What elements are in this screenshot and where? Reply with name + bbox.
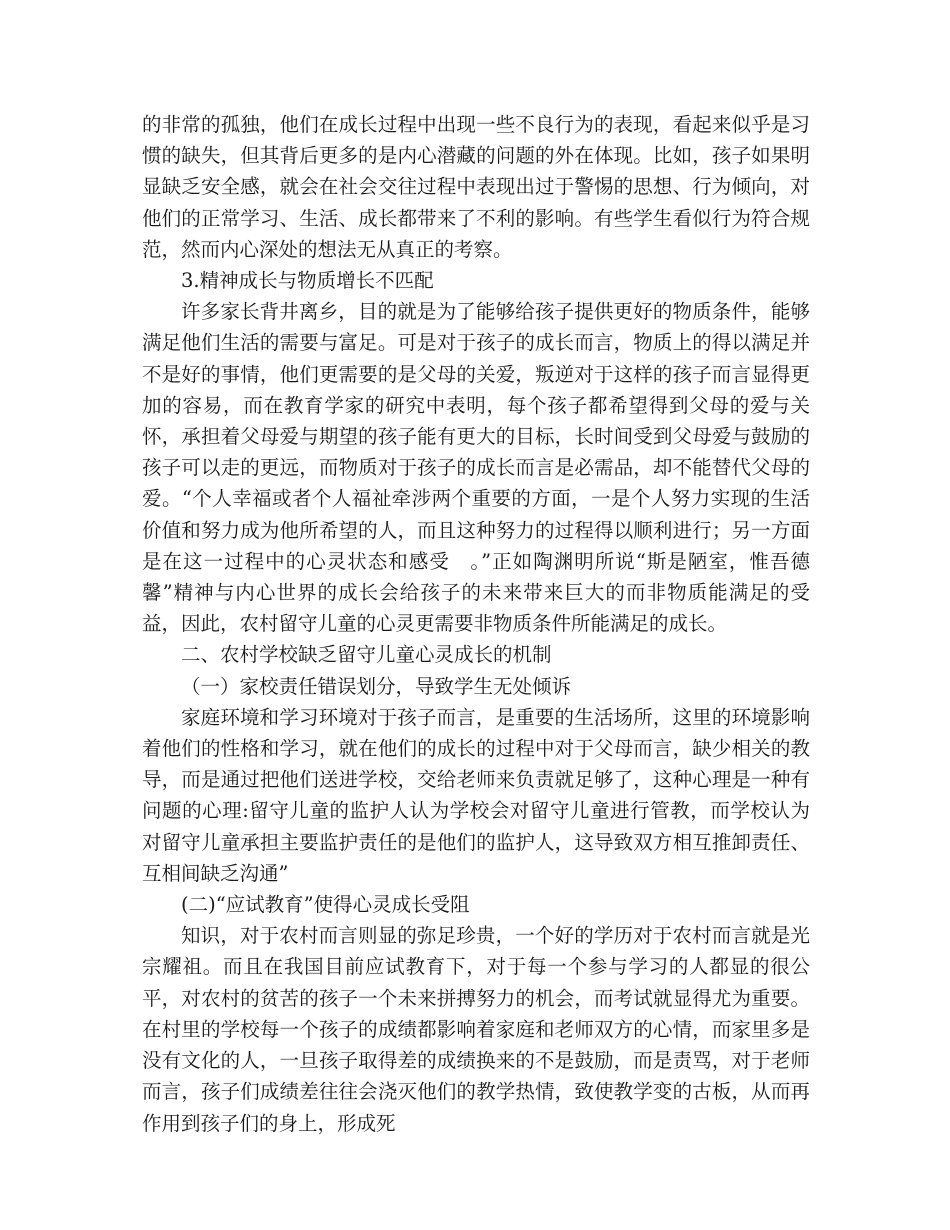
paragraph-continuation: 的非常的孤独，他们在成长过程中出现一些不良行为的表现，看起来似乎是习惯的缺失，但其背后更多的是内心潜藏的问题的外在体现。比如，孩子如果明显缺乏安全感，就会在社会交往过程中表现出过于警惕的思想、行为倾向，对他们的正常学习、生活、成长都带来了不利的影响。有些学生看似行为符合规范，然而内心深处的想法无从真正的考察。 <box>142 113 810 261</box>
paragraph-material-growth: 许多家长背井离乡，目的就是为了能够给孩子提供更好的物质条件，能够满足他们生活的需要与富足。可是对于孩子的成长而言，物质上的得以满足并不是好的事情，他们更需要的是父母的关爱，叛逆对于这样的孩子而言显得更加的容易，而在教育学家的研究中表明，每个孩子都希望得到父母的爱与关怀，承担着父母爱与期望的孩子能有更大的目标，长时间受到父母爱与鼓励的孩子可以走的更远，而物质对于孩子的成长而言是必需品，却不能替代父母的爱。“个人幸福或者个人福祉牵涉两个重要的方面，一是个人努力实现的生活价值和努力成为他所希望的人，而且这种努力的过程得以顺利进行；另一方面是在这一过程中的心灵状态和感受 。”正如陶渊明所说“斯是陋室，惟吾德馨”精神与内心世界的成长会给孩子的未来带来巨大的而非物质能满足的受益，因此，农村留守儿童的心灵更需要非物质条件所能满足的成长。 <box>142 300 810 636</box>
paragraph-family-school: 家庭环境和学习环境对于孩子而言，是重要的生活场所，这里的环境影响着他们的性格和学习，就在他们的成长的过程中对于父母而言，缺少相关的教导，而是通过把他们送进学校，交给老师来负责就足够了，这种心理是一种有问题的心理:留守儿童的监护人认为学校会对留守儿童进行管教，而学校认为对留守儿童承担主要监护责任的是他们的监护人，这导致双方相互推卸责任、互相间缺乏沟通” <box>142 705 810 885</box>
subsection-heading-2: (二)“应试教育”使得心灵成长受阻 <box>181 893 470 917</box>
section-heading-3: 3.精神成长与物质增长不匹配 <box>181 269 434 293</box>
paragraph-exam-education: 知识，对于农村而言则显的弥足珍贵，一个好的学历对于农村而言就是光宗耀祖。而且在我国目前应试教育下，对于每一个参与学习的人都显的很公平，对农村的贫苦的孩子一个未来拼搏努力的机会，而考试就显得尤为重要。在村里的学校每一个孩子的成绩都影响着家庭和老师双方的心情，而家里多是没有文化的人，一旦孩子取得差的成绩换来的不是鼓励，而是责骂，对于老师而言，孩子们成绩差往往会浇灭他们的教学热情，致使教学变的古板，从而再作用到孩子们的身上，形成死 <box>142 924 810 1135</box>
subsection-heading-1: （一）家校责任错误划分，导致学生无处倾诉 <box>181 674 572 698</box>
chapter-heading-2: 二、农村学校缺乏留守儿童心灵成长的机制 <box>181 643 552 667</box>
document-body <box>142 109 810 1139</box>
